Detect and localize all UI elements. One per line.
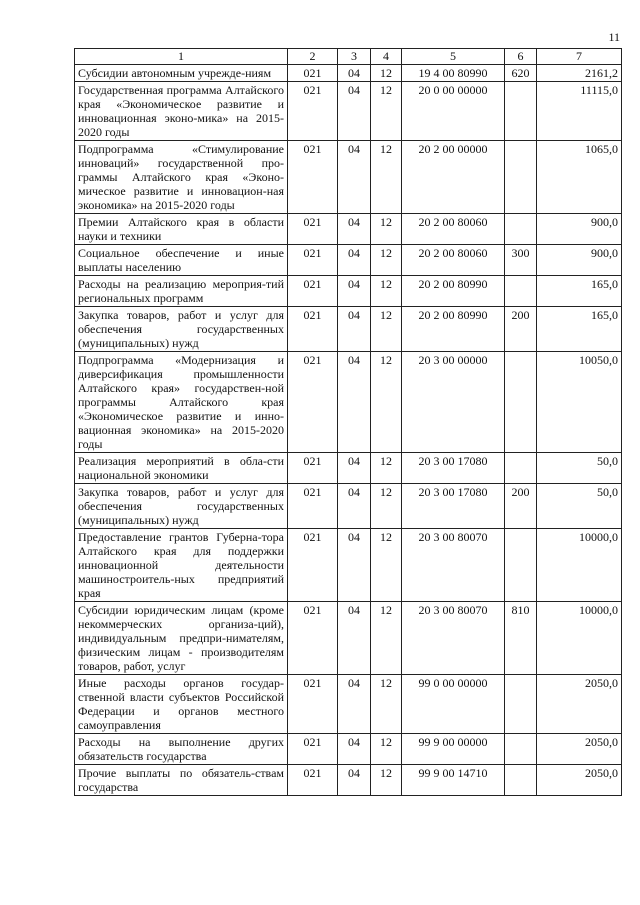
expense-type-code: 200 (505, 307, 537, 352)
expense-type-code (505, 141, 537, 214)
section-code: 04 (338, 307, 371, 352)
row-name: Социальное обеспечение и иные выплаты населению (75, 245, 288, 276)
row-name: Реализация мероприятий в обла-сти национальной экономики (75, 453, 288, 484)
row-name: Предоставление грантов Губерна-тора Алтайского края для поддержки инновационной деятельности машиностроитель-ных предприятий края (75, 529, 288, 602)
expense-type-code (505, 214, 537, 245)
section-code: 04 (338, 352, 371, 453)
target-article-code: 20 3 00 80070 (402, 602, 505, 675)
row-name: Премии Алтайского края в области науки и техники (75, 214, 288, 245)
row-name: Подпрограмма «Стимулирование инноваций» государственной про-граммы Алтайского края «Эконо-мическое развитие и инновацион-ная экономика» на 2015-2020 годы (75, 141, 288, 214)
row-name: Прочие выплаты по обязатель-ствам государства (75, 765, 288, 796)
section-code: 04 (338, 82, 371, 141)
subsection-code: 12 (371, 484, 402, 529)
table-row (75, 453, 622, 484)
budget-table (74, 48, 622, 796)
amount: 900,0 (537, 245, 622, 276)
table-row (75, 245, 622, 276)
table-row (75, 675, 622, 734)
ministry-code: 021 (288, 529, 338, 602)
ministry-code: 021 (288, 65, 338, 82)
ministry-code: 021 (288, 734, 338, 765)
expense-type-code: 810 (505, 602, 537, 675)
target-article-code: 20 2 00 80990 (402, 307, 505, 352)
ministry-code: 021 (288, 352, 338, 453)
table-row (75, 276, 622, 307)
amount: 1065,0 (537, 141, 622, 214)
expense-type-code (505, 82, 537, 141)
table-row (75, 141, 622, 214)
expense-type-code (505, 765, 537, 796)
amount: 50,0 (537, 484, 622, 529)
subsection-code: 12 (371, 214, 402, 245)
amount: 10050,0 (537, 352, 622, 453)
section-code: 04 (338, 484, 371, 529)
page-number: 11 (608, 30, 620, 44)
section-code: 04 (338, 529, 371, 602)
ministry-code: 021 (288, 214, 338, 245)
target-article-code: 20 2 00 80060 (402, 214, 505, 245)
subsection-code: 12 (371, 65, 402, 82)
subsection-code: 12 (371, 765, 402, 796)
section-code: 04 (338, 765, 371, 796)
table-row (75, 529, 622, 602)
row-name: Закупка товаров, работ и услуг для обеспечения государственных (муниципальных) нужд (75, 484, 288, 529)
target-article-code: 20 2 00 00000 (402, 141, 505, 214)
target-article-code: 99 0 00 00000 (402, 675, 505, 734)
row-name: Субсидии автономным учрежде-ниям (75, 65, 288, 82)
subsection-code: 12 (371, 602, 402, 675)
section-code: 04 (338, 602, 371, 675)
table-row (75, 65, 622, 82)
ministry-code: 021 (288, 602, 338, 675)
amount: 900,0 (537, 214, 622, 245)
expense-type-code: 200 (505, 484, 537, 529)
amount: 165,0 (537, 276, 622, 307)
section-code: 04 (338, 734, 371, 765)
subsection-code: 12 (371, 276, 402, 307)
section-code: 04 (338, 141, 371, 214)
amount: 10000,0 (537, 529, 622, 602)
target-article-code: 20 3 00 00000 (402, 352, 505, 453)
expense-type-code: 300 (505, 245, 537, 276)
header-cell: 6 (505, 49, 537, 65)
target-article-code: 20 3 00 80070 (402, 529, 505, 602)
subsection-code: 12 (371, 245, 402, 276)
target-article-code: 99 9 00 14710 (402, 765, 505, 796)
section-code: 04 (338, 453, 371, 484)
ministry-code: 021 (288, 453, 338, 484)
header-cell: 1 (75, 49, 288, 65)
target-article-code: 20 2 00 80060 (402, 245, 505, 276)
target-article-code: 20 3 00 17080 (402, 453, 505, 484)
ministry-code: 021 (288, 307, 338, 352)
header-row (75, 49, 622, 65)
row-name: Субсидии юридическим лицам (кроме некоммерческих организа-ций), индивидуальным предпри-нимателям, физическим лицам - производителям товаров, работ, услуг (75, 602, 288, 675)
row-name: Подпрограмма «Модернизация и диверсификация промышленности Алтайского края» государствен-ной программы Алтайского края «Экономическое развитие и инно-вационная экономика» на 2015-2020 годы (75, 352, 288, 453)
table-row (75, 352, 622, 453)
ministry-code: 021 (288, 675, 338, 734)
header-cell: 5 (402, 49, 505, 65)
expense-type-code (505, 529, 537, 602)
table-row (75, 734, 622, 765)
target-article-code: 19 4 00 80990 (402, 65, 505, 82)
table-row (75, 484, 622, 529)
target-article-code: 20 2 00 80990 (402, 276, 505, 307)
section-code: 04 (338, 276, 371, 307)
amount: 2050,0 (537, 765, 622, 796)
table-row (75, 82, 622, 141)
subsection-code: 12 (371, 453, 402, 484)
row-name: Закупка товаров, работ и услуг для обеспечения государственных (муниципальных) нужд (75, 307, 288, 352)
table-row (75, 307, 622, 352)
header-cell: 7 (537, 49, 622, 65)
expense-type-code (505, 734, 537, 765)
table-row (75, 765, 622, 796)
section-code: 04 (338, 65, 371, 82)
amount: 165,0 (537, 307, 622, 352)
amount: 2050,0 (537, 675, 622, 734)
subsection-code: 12 (371, 141, 402, 214)
amount: 10000,0 (537, 602, 622, 675)
amount: 11115,0 (537, 82, 622, 141)
expense-type-code (505, 352, 537, 453)
header-cell: 2 (288, 49, 338, 65)
header-cell: 3 (338, 49, 371, 65)
target-article-code: 99 9 00 00000 (402, 734, 505, 765)
ministry-code: 021 (288, 276, 338, 307)
expense-type-code (505, 453, 537, 484)
table-row (75, 602, 622, 675)
target-article-code: 20 0 00 00000 (402, 82, 505, 141)
subsection-code: 12 (371, 529, 402, 602)
table-row (75, 214, 622, 245)
amount: 2161,2 (537, 65, 622, 82)
subsection-code: 12 (371, 352, 402, 453)
section-code: 04 (338, 214, 371, 245)
section-code: 04 (338, 675, 371, 734)
row-name: Государственная программа Алтайского края «Экономическое развитие и инновационная эконо-мика» на 2015-2020 годы (75, 82, 288, 141)
subsection-code: 12 (371, 675, 402, 734)
subsection-code: 12 (371, 734, 402, 765)
ministry-code: 021 (288, 765, 338, 796)
row-name: Расходы на выполнение других обязательств государства (75, 734, 288, 765)
target-article-code: 20 3 00 17080 (402, 484, 505, 529)
row-name: Иные расходы органов государ-ственной власти субъектов Российской Федерации и органов местного самоуправления (75, 675, 288, 734)
subsection-code: 12 (371, 307, 402, 352)
ministry-code: 021 (288, 82, 338, 141)
expense-type-code (505, 276, 537, 307)
ministry-code: 021 (288, 245, 338, 276)
ministry-code: 021 (288, 141, 338, 214)
subsection-code: 12 (371, 82, 402, 141)
ministry-code: 021 (288, 484, 338, 529)
expense-type-code (505, 675, 537, 734)
header-cell: 4 (371, 49, 402, 65)
expense-type-code: 620 (505, 65, 537, 82)
row-name: Расходы на реализацию мероприя-тий региональных программ (75, 276, 288, 307)
amount: 50,0 (537, 453, 622, 484)
amount: 2050,0 (537, 734, 622, 765)
section-code: 04 (338, 245, 371, 276)
